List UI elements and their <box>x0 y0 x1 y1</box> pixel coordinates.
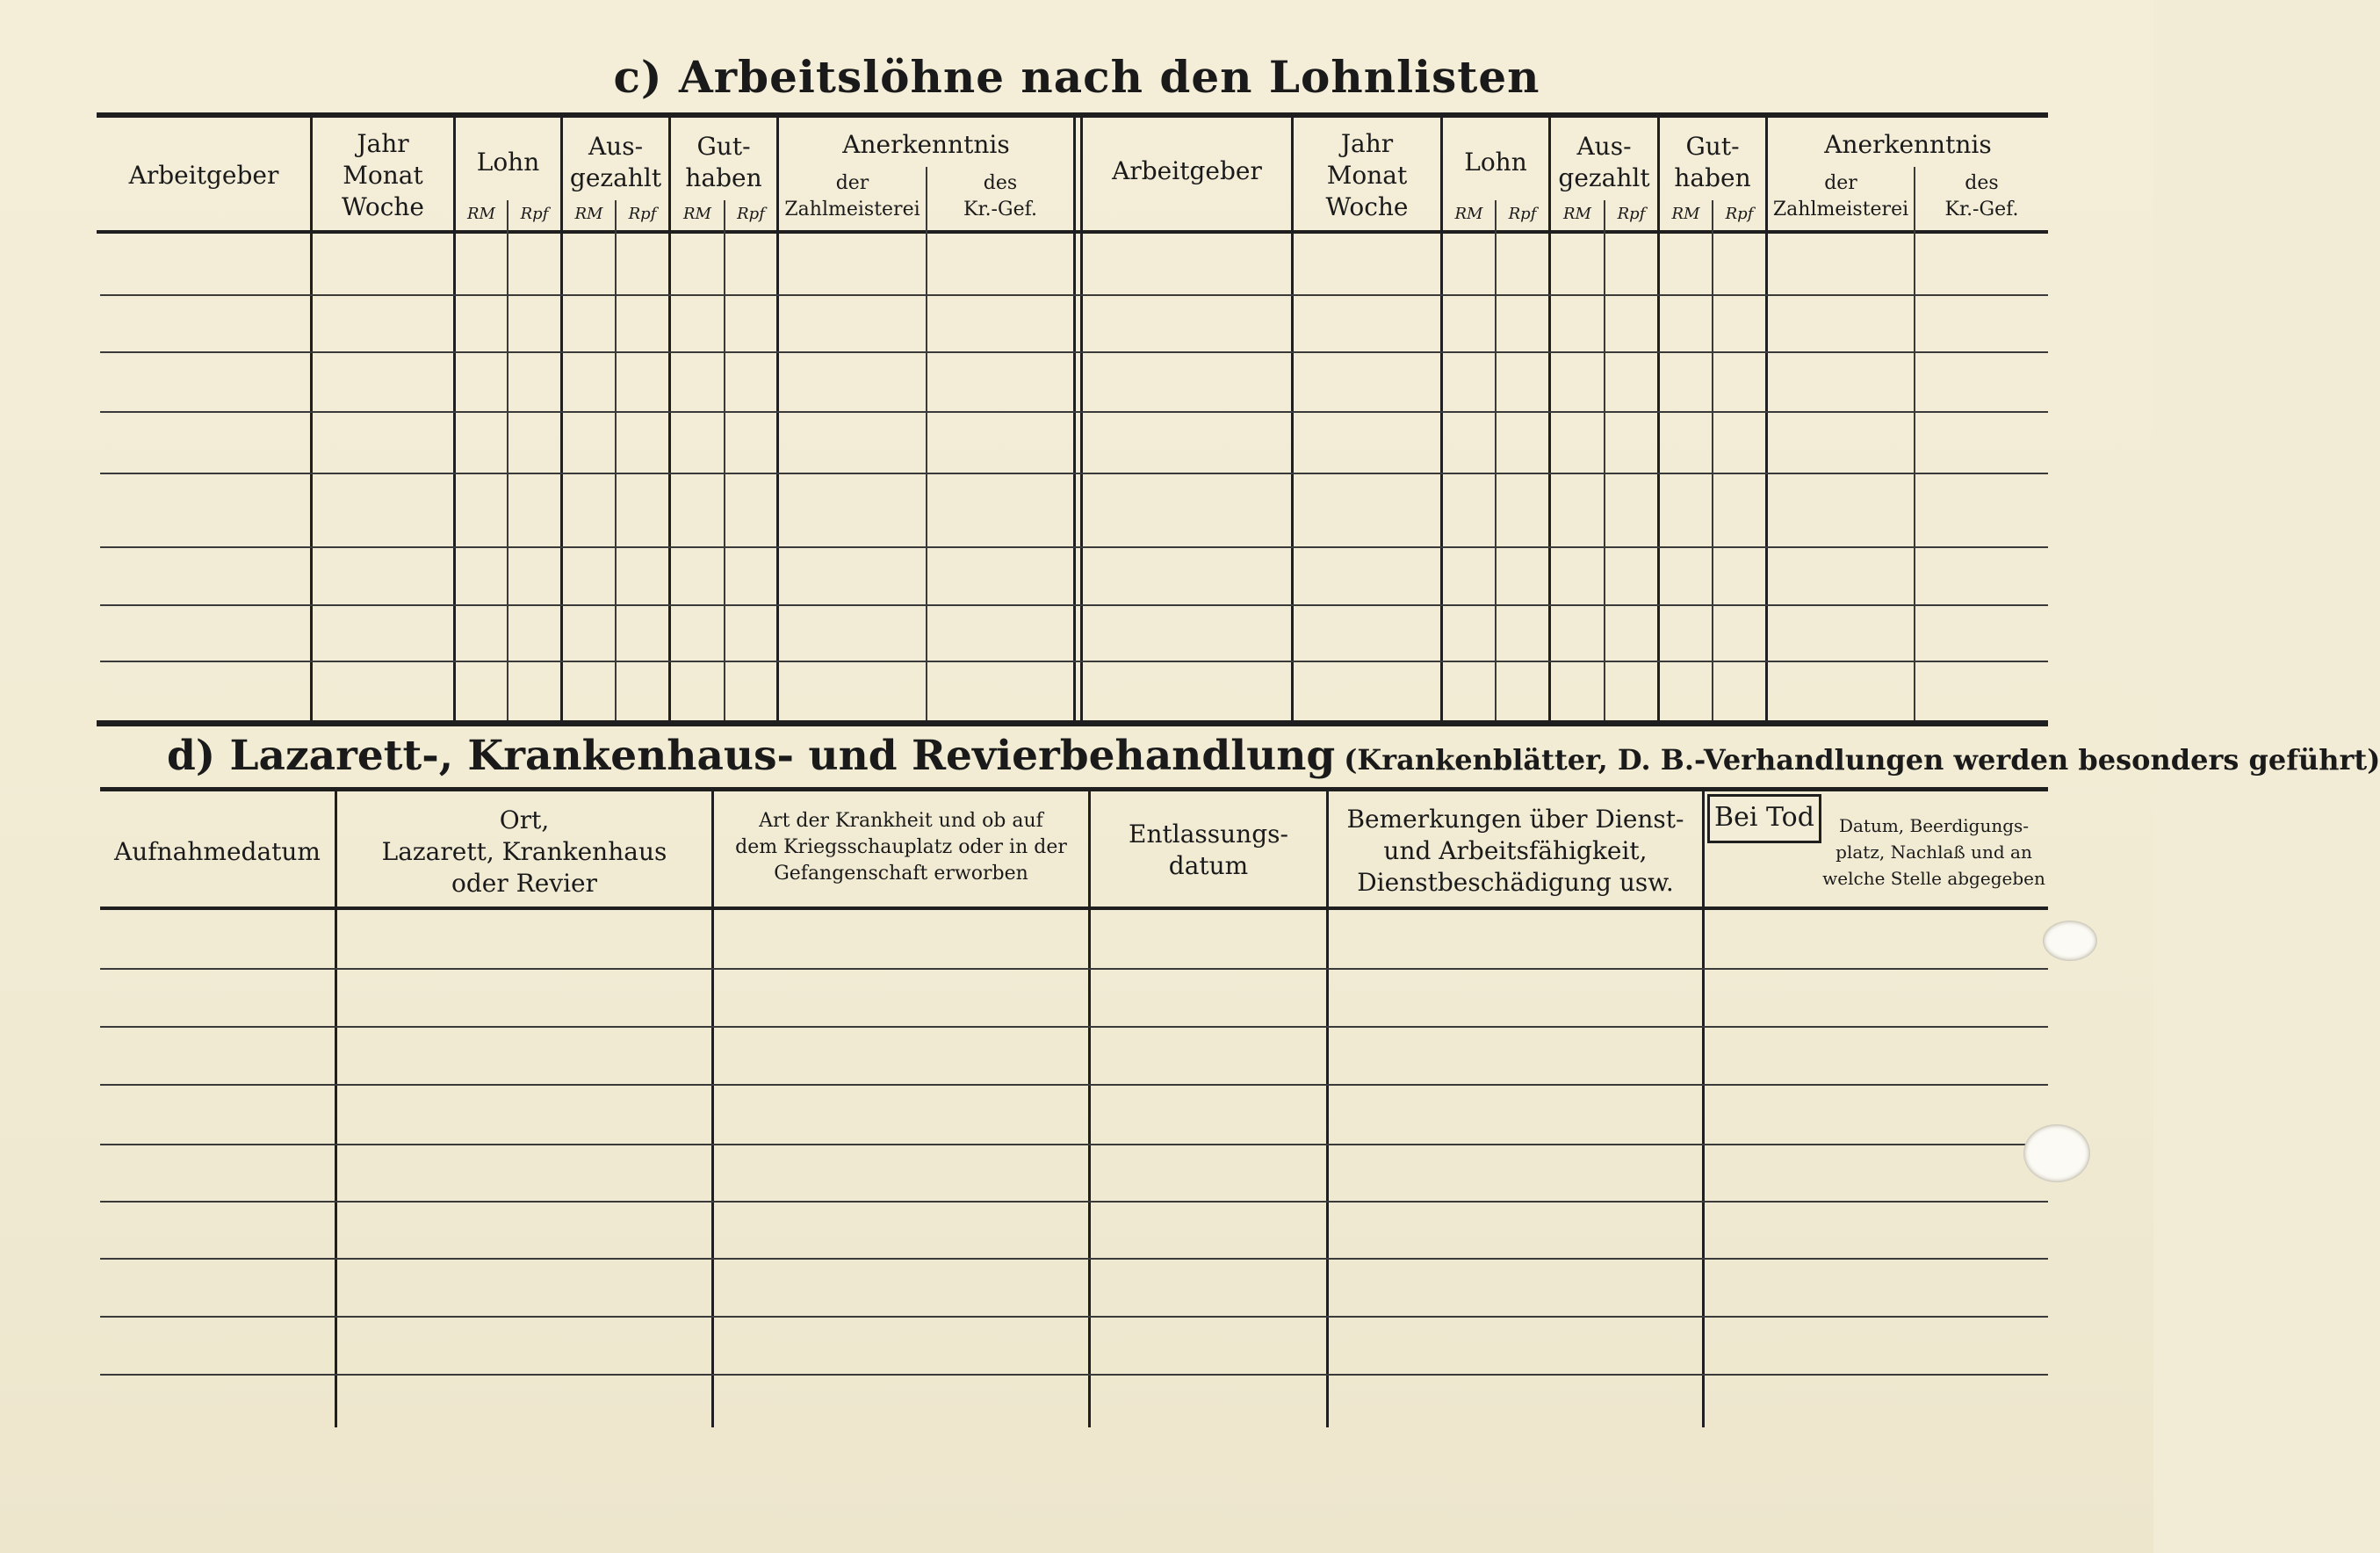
header-der: der <box>835 172 869 194</box>
row-line <box>100 1144 2048 1145</box>
header-guthaben-rpf: Rpf <box>737 205 765 223</box>
header-anerkenntnis-2: Anerkenntnis <box>1824 130 1992 159</box>
section-c-bottom-rule <box>97 720 2048 726</box>
header-ort <box>337 801 711 902</box>
row-line <box>100 1084 2048 1086</box>
header-zahlmeisterei-2 <box>1768 167 1914 227</box>
header-lohn-rpf: Rpf <box>520 205 549 223</box>
col-line <box>1712 200 1713 720</box>
header-datum-line2: platz, Nachlaß und an <box>1835 842 2032 863</box>
col-line <box>1914 167 1915 720</box>
header-haben: haben <box>685 163 762 192</box>
section-d-title-text: d) Lazarett-, Krankenhaus- und Revierbehandlung <box>167 732 1336 780</box>
row-line <box>100 1258 2048 1260</box>
header-datum-line3: welche Stelle abgegeben <box>1822 868 2045 889</box>
header-ausgezahlt-rpf: Rpf <box>628 205 657 223</box>
header-der: der <box>1824 172 1857 194</box>
header-art-line3: Gefangenschaft erworben <box>774 863 1028 885</box>
section-d-top-rule <box>100 787 2048 791</box>
col-line <box>615 200 617 720</box>
row-line <box>100 546 2048 548</box>
row-line <box>100 351 2048 353</box>
header-bem-line1: Bemerkungen über Dienst- <box>1346 805 1684 834</box>
section-d-note: (Krankenblätter, D. B.-Verhandlungen werden besonders geführt) <box>1344 743 2380 776</box>
header-gezahlt: gezahlt <box>569 163 662 192</box>
header-guthaben-2 <box>1660 127 1765 198</box>
header-datum-line1: Datum, Beerdigungs- <box>1838 815 2030 836</box>
header-bem-line2: und Arbeitsfähigkeit, <box>1383 836 1648 865</box>
header-lohn-rm-2: RM <box>1454 205 1483 223</box>
punch-hole <box>2043 921 2097 961</box>
header-gut: Gut- <box>696 132 751 161</box>
center-divider <box>1073 118 1076 720</box>
header-bemerkungen <box>1329 799 1702 903</box>
bei-tod-box: Bei Tod <box>1707 794 1821 843</box>
header-woche: Woche <box>341 192 425 221</box>
header-monat: Monat <box>1326 161 1408 190</box>
header-jahr-monat-woche-2 <box>1294 123 1440 228</box>
header-lohn-rm: RM <box>467 205 495 223</box>
header-aus: Aus- <box>588 132 644 161</box>
row-line <box>100 604 2048 606</box>
row-line <box>100 1026 2048 1028</box>
row-line <box>100 1374 2048 1376</box>
col-line <box>1604 200 1605 720</box>
header-arbeitgeber-2: Arbeitgeber <box>1112 156 1262 185</box>
header-woche: Woche <box>1325 192 1409 221</box>
header-datum-beerdigung <box>1820 808 2048 896</box>
header-ausgezahlt-rm-2: RM <box>1563 205 1591 223</box>
header-guthaben-rpf-2: Rpf <box>1725 205 1754 223</box>
header-entlassung-line2: datum <box>1168 850 1249 880</box>
header-zahlmeisterei-label: Zahlmeisterei <box>784 199 920 220</box>
header-krgef-label: Kr.-Gef. <box>1944 199 2019 220</box>
header-des: des <box>1965 172 1999 194</box>
header-lohn: Lohn <box>476 148 540 177</box>
header-guthaben <box>671 127 776 198</box>
header-arbeitgeber: Arbeitgeber <box>128 161 279 190</box>
header-zahlmeisterei <box>779 167 926 227</box>
header-haben: haben <box>1674 163 1751 192</box>
header-art-der-krankheit <box>714 804 1088 892</box>
row-line <box>100 1201 2048 1203</box>
col-line <box>926 167 927 720</box>
header-art-line2: dem Kriegsschauplatz oder in der <box>735 836 1067 858</box>
col-line <box>1495 200 1497 720</box>
header-lohn-2: Lohn <box>1464 148 1527 177</box>
section-c-title: c) Arbeitslöhne nach den Lohnlisten <box>613 51 1540 103</box>
row-line <box>100 411 2048 413</box>
header-aus: Aus- <box>1576 132 1632 161</box>
punch-hole <box>2023 1124 2090 1182</box>
row-line <box>100 294 2048 296</box>
header-jahr: Jahr <box>357 129 409 158</box>
section-d-title <box>167 732 2380 780</box>
header-ausgezahlt <box>563 127 668 198</box>
header-entlassungsdatum <box>1091 808 1326 892</box>
header-art-line1: Art der Krankheit und ob auf <box>759 810 1043 832</box>
header-bem-line3: Dienstbeschädigung usw. <box>1357 868 1674 897</box>
header-krgef-label: Kr.-Gef. <box>963 199 1037 220</box>
row-line <box>100 1316 2048 1318</box>
header-ort-line1: Ort, <box>499 805 550 834</box>
header-ort-line2: Lazarett, Krankenhaus <box>381 836 667 866</box>
col-line <box>724 200 725 720</box>
header-zahlmeisterei-label: Zahlmeisterei <box>1772 199 1909 220</box>
header-gezahlt: gezahlt <box>1558 163 1650 192</box>
header-jahr: Jahr <box>1340 129 1394 158</box>
center-divider <box>1080 118 1083 720</box>
header-ausgezahlt-2 <box>1551 127 1657 198</box>
header-guthaben-rm-2: RM <box>1671 205 1700 223</box>
row-line <box>100 968 2048 970</box>
header-lohn-rpf-2: Rpf <box>1508 205 1537 223</box>
section-c-header-rule <box>97 230 2048 234</box>
header-guthaben-rm: RM <box>683 205 711 223</box>
header-gut: Gut- <box>1685 132 1740 161</box>
header-krgef <box>927 167 1073 227</box>
header-monat: Monat <box>343 161 423 190</box>
section-d-header-rule <box>100 907 2048 910</box>
section-c-top-rule <box>97 112 2048 118</box>
header-krgef-2 <box>1915 167 2048 227</box>
header-ort-line3: oder Revier <box>451 868 598 898</box>
header-ausgezahlt-rm: RM <box>574 205 603 223</box>
header-aufnahmedatum: Aufnahmedatum <box>114 837 321 866</box>
row-line <box>100 661 2048 662</box>
col-line <box>1702 791 1705 1427</box>
header-ausgezahlt-rpf-2: Rpf <box>1617 205 1646 223</box>
col-line <box>507 200 508 720</box>
header-entlassung-line1: Entlassungs- <box>1129 819 1288 849</box>
row-line <box>100 473 2048 474</box>
header-jahr-monat-woche <box>313 123 453 228</box>
header-anerkenntnis: Anerkenntnis <box>842 130 1010 159</box>
header-des: des <box>983 172 1018 194</box>
